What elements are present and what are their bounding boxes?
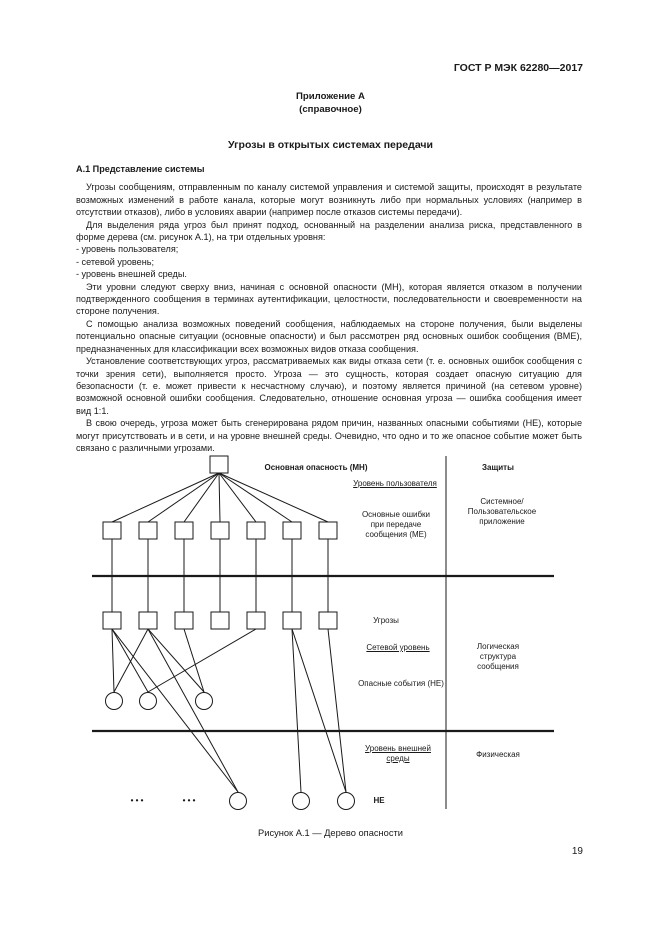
protection-label: Защиты: [482, 463, 514, 472]
appendix-title: Приложение А: [296, 91, 365, 102]
hazard-event-node: [196, 693, 213, 710]
basic-error-node: [247, 522, 265, 539]
paragraph: В свою очередь, угроза может быть сгенерирована рядом причин, названных опасными событиями (НЕ), которые могут присутствовать и в сети, и на уровне внешней среды. Очевидно, что одно и то же опасное событие может быть связано с различными угрозами.: [76, 418, 582, 453]
hazard-event-node: [230, 793, 247, 810]
appendix-note: (справочное): [299, 104, 362, 115]
basic-error-node: [139, 522, 157, 539]
paragraph: Эти уровни следуют сверху вниз, начиная с основной опасности (МН), которая является отказом в получении подтвержденного сообщения в терминах аутентификации, целостности, последовательности и своевременности на стороне получения.: [76, 281, 582, 317]
paragraph: Установление соответствующих угроз, рассматриваемых как виды отказа сети (т. е. основных ошибок сообщения с точки зрения сети), выполняется просто. Угроза — это сущность, которая создает опасную ситуацию для безопасности (т. е. может привести к несчастному случаю), и поэтому является причиной (на сетевом уровне) возможной основной ошибки сообщения. Следовательно, отношение основная угроза — ошибка сообщения имеет вид 1:1.: [76, 356, 582, 416]
basic-error-node: [319, 522, 337, 539]
hazard-event-node: [293, 793, 310, 810]
threats-label: Угрозы: [373, 616, 399, 625]
hazard-events-label: Опасные события (НЕ): [358, 679, 444, 688]
ellipsis-right: • • •: [182, 796, 196, 805]
appendix-title-block: [0, 90, 661, 116]
ne-label: НЕ: [373, 796, 385, 805]
hazard-event-node: [140, 693, 157, 710]
threat-node: [247, 612, 265, 629]
user-level-label: Уровень пользователя: [353, 479, 437, 488]
basic-errors-label: Основные ошибки при передаче сообщения (МЕ): [361, 510, 431, 539]
page-number: 19: [571, 846, 583, 857]
network-level-label: Сетевой уровень: [366, 643, 430, 652]
threat-node: [211, 612, 229, 629]
list-item: - уровень внешней среды.: [76, 269, 187, 280]
paragraph: Угрозы сообщениям, отправленным по каналу системой управления и системой защиты, происходят в результате возможных изменений в работе канала, которые могут возникнуть либо при нормальных условиях (например в отсутствии отказов), либо в условиях аварии (например после отказов системы передачи).: [76, 182, 582, 218]
threat-node: [319, 612, 337, 629]
main-hazard-label: Основная опасность (МН): [264, 463, 368, 472]
logical-structure-label: Логическая структура сообщения: [476, 642, 520, 671]
ellipsis-left: • • •: [130, 796, 144, 805]
environment-level-label: Уровень внешней среды: [365, 744, 431, 763]
hazard-tree-figure: [88, 452, 558, 822]
list-item: - уровень пользователя;: [76, 244, 179, 255]
basic-error-node: [103, 522, 121, 539]
threat-node: [175, 612, 193, 629]
section-heading: А.1 Представление системы: [76, 164, 205, 174]
threat-node: [283, 612, 301, 629]
main-title: Угрозы в открытых системах передачи: [228, 139, 433, 151]
physical-label: Физическая: [476, 750, 520, 759]
paragraph: С помощью анализа возможных поведений сообщения, наблюдаемых на стороне получения, были выделены потенциально опасные ситуации (основные опасности) и был рассмотрен ряд основных ошибок сообщения (ВМЕ), предназначенных для классификации всех возможных видов отказа сообщения.: [76, 318, 582, 354]
basic-error-node: [175, 522, 193, 539]
basic-error-node: [283, 522, 301, 539]
figure-caption: Рисунок А.1 — Дерево опасности: [258, 828, 403, 838]
basic-error-node: [211, 522, 229, 539]
standard-header: ГОСТ Р МЭК 62280—2017: [453, 62, 583, 74]
hazard-event-node: [338, 793, 355, 810]
hazard-event-node: [106, 693, 123, 710]
threat-node: [139, 612, 157, 629]
threat-node: [103, 612, 121, 629]
body-text: [76, 163, 582, 454]
list-item: - сетевой уровень;: [76, 256, 155, 267]
main-hazard-node: [210, 456, 228, 473]
paragraph: Для выделения ряда угроз был принят подход, основанный на разделении анализа риска, представленного в форме дерева (см. рисунок А.1), на три отдельных уровня:: [76, 219, 582, 243]
application-label: Системное/ Пользовательское приложение: [467, 497, 537, 526]
